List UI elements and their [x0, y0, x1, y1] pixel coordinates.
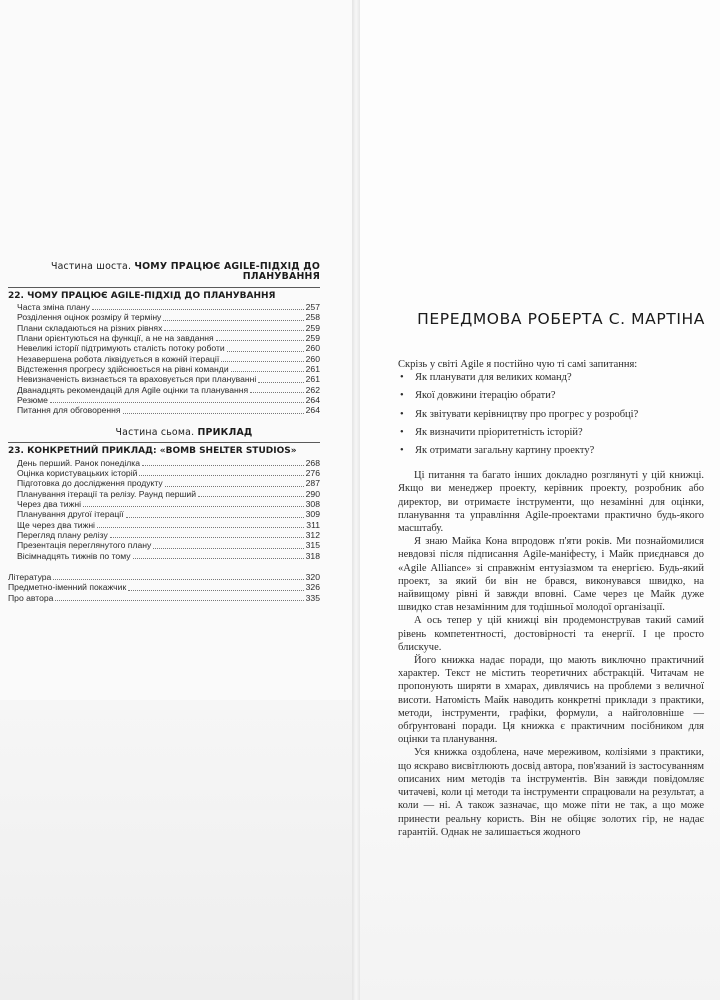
toc-entry[interactable]: [8, 312, 320, 322]
back-matter-entries: [8, 572, 320, 603]
chapter-22-title: 22. ЧОМУ ПРАЦЮЄ AGILE-ПІДХІД ДО ПЛАНУВАННЯ: [8, 290, 276, 301]
toc-entry-title: Через два тижні: [17, 498, 81, 509]
toc-entry[interactable]: [8, 551, 320, 561]
toc-entry-page: 260: [305, 343, 320, 354]
foreword-body: [398, 358, 704, 839]
toc-entry[interactable]: [8, 572, 320, 582]
toc-entry[interactable]: [8, 593, 320, 603]
toc-leader-dots: [128, 590, 303, 591]
part-seven-rule: [8, 442, 320, 443]
toc-entry[interactable]: [8, 385, 320, 395]
toc-entry[interactable]: [8, 395, 320, 405]
toc-leader-dots: [83, 506, 304, 507]
list-item: [398, 371, 704, 384]
list-item: [398, 389, 704, 402]
foreword-paragraph: Я знаю Майка Кона впродовж п'яти років. Ми познайомилися невдовзі після підписання Agile-маніфесту, і Майк приєднався до «Agile Alliance» зі справжнім ентузіазмом та енергією. Будь-який проект, за який би він не брався, виконувався швидко, на найвищому рівні й завжди вповні. Саме через це Майк дуже швидко став незамінним для тодішньої молодої організації.: [398, 536, 704, 614]
table-of-contents: [8, 262, 320, 603]
bullet-icon: •: [400, 445, 404, 457]
part-seven-title: ПРИКЛАД: [197, 426, 253, 438]
toc-leader-dots: [258, 382, 303, 383]
toc-entry[interactable]: [8, 582, 320, 592]
question-list: [398, 371, 704, 457]
toc-entry[interactable]: [8, 458, 320, 468]
toc-entry-page: 264: [305, 405, 320, 416]
foreword-paragraph: Уся книжка оздоблена, наче мереживом, колізіями з практики, що яскраво висвітлюють досвід автора, пов'язаний із застосуванням описаних ним методів та інструментів. Він завжди повідомляє читачеві, коли ці методи та інструменти спрацювали на результат, а коли — ні. А також зазначає, що може піти не так, а що може принести реальну користь. Він не обіцяє золотих гір, не надає гарантій. Однак не залишається жодного: [398, 747, 704, 838]
toc-entry-title: Планування другої ітерації: [17, 509, 124, 520]
toc-leader-dots: [97, 527, 304, 528]
book-gutter: [352, 0, 360, 1000]
toc-entry-page: 262: [305, 384, 320, 395]
toc-entry-title: Плани орієнтуються на функції, а не на завдання: [17, 333, 214, 344]
toc-entry[interactable]: [8, 323, 320, 333]
toc-entry-page: 287: [305, 478, 320, 489]
toc-entry-title: Вісімнадцять тижнів по тому: [17, 550, 131, 561]
toc-entry[interactable]: [8, 540, 320, 550]
toc-entry-title: Перегляд плану релізу: [17, 529, 108, 540]
toc-entry[interactable]: [8, 343, 320, 353]
toc-entry-title: Дванадцять рекомендацій для Agile оцінки та планування: [17, 384, 249, 395]
toc-entry[interactable]: [8, 302, 320, 312]
toc-entry[interactable]: [8, 530, 320, 540]
toc-entry-title: Планування ітерації та релізу. Раунд перший: [17, 488, 197, 499]
foreword-title: ПЕРЕДМОВА РОБЕРТА С. МАРТІНА: [417, 310, 705, 328]
toc-entry-title: Незавершена робота ліквідується в кожній ітерації: [17, 353, 220, 364]
toc-entry-page: 264: [305, 395, 320, 406]
toc-entry-page: 315: [305, 540, 320, 551]
toc-entry-page: 318: [305, 550, 320, 561]
toc-entry-page: 261: [305, 374, 320, 385]
toc-entry-title: Відстеження прогресу здійснюється на рівні команди: [17, 364, 229, 375]
toc-leader-dots: [133, 558, 304, 559]
part-six-rule: [8, 287, 320, 288]
toc-entry-page: 261: [305, 364, 320, 375]
question-text: Як звітувати керівництву про прогрес у розробці?: [415, 408, 639, 420]
toc-entry[interactable]: [8, 364, 320, 374]
toc-entry-page: 260: [305, 353, 320, 364]
toc-leader-dots: [53, 579, 303, 580]
toc-entry[interactable]: [8, 333, 320, 343]
foreword-lead: Скрізь у світі Agile я постійно чую ті самі запитання:: [398, 359, 638, 370]
toc-leader-dots: [153, 548, 303, 549]
toc-leader-dots: [227, 351, 304, 352]
bullet-icon: •: [400, 408, 404, 420]
part-six-heading: [8, 262, 320, 283]
list-item: [398, 408, 704, 421]
toc-entry-title: День перший. Ранок понеділка: [17, 457, 141, 468]
part-six-prefix: Частина шоста.: [50, 261, 132, 272]
toc-leader-dots: [221, 361, 303, 362]
toc-entry[interactable]: [8, 468, 320, 478]
toc-leader-dots: [142, 465, 304, 466]
toc-entry[interactable]: [8, 499, 320, 509]
toc-leader-dots: [231, 371, 304, 372]
foreword-paragraph: Його книжка надає поради, що мають виключно практичний характер. Текст не містить теоретичних абстракцій. Читачам не пропонують ширяти в хмарах, дивлячись на проблеми з величної висоти. Натомість Майк наводить конкретні приклади з практики, методи, інструменти, графіки, формули, а найголовніше — обґрунтовані поради. Ця книжка є практичним посібником для оцінки та планування.: [398, 655, 704, 746]
toc-entry-page: 312: [305, 529, 320, 540]
part-seven-heading: [8, 428, 320, 438]
toc-entry[interactable]: [8, 354, 320, 364]
toc-entry-page: 259: [305, 322, 320, 333]
list-item: [398, 444, 704, 457]
left-page-shadow: [0, 700, 355, 1000]
toc-leader-dots: [55, 600, 303, 601]
toc-entry-title: Про автора: [8, 592, 54, 603]
toc-entry-page: 335: [305, 592, 320, 603]
toc-leader-dots: [198, 496, 304, 497]
toc-entry-page: 268: [305, 457, 320, 468]
toc-entry-page: 309: [305, 509, 320, 520]
toc-entry[interactable]: [8, 374, 320, 384]
bullet-icon: •: [400, 372, 404, 384]
toc-entry-title: Розділення оцінок розміру й терміну: [17, 312, 162, 323]
toc-entry-page: 326: [305, 582, 320, 593]
toc-leader-dots: [164, 330, 303, 331]
toc-leader-dots: [110, 537, 304, 538]
toc-entry-title: Література: [8, 571, 52, 582]
toc-entry-title: Оцінка користувацьких історій: [17, 467, 138, 478]
toc-entry[interactable]: [8, 489, 320, 499]
toc-leader-dots: [92, 309, 304, 310]
toc-entry[interactable]: [8, 520, 320, 530]
toc-entry-title: Часта зміна плану: [17, 302, 90, 313]
question-text: Як отримати загальну картину проекту?: [415, 445, 595, 457]
toc-entry-page: 276: [305, 467, 320, 478]
chapter-22-entries: [8, 302, 320, 416]
toc-leader-dots: [216, 340, 304, 341]
toc-entry-title: Презентація переглянутого плану: [17, 540, 152, 551]
bullet-icon: •: [400, 426, 404, 438]
toc-entry-title: Невизначеність визнається та враховується при плануванні: [17, 374, 257, 385]
question-text: Якої довжини ітерацію обрати?: [415, 390, 556, 402]
chapter-23-entries: [8, 458, 320, 561]
toc-entry[interactable]: [8, 478, 320, 488]
toc-entry[interactable]: [8, 405, 320, 415]
toc-leader-dots: [165, 486, 304, 487]
part-seven-prefix: Частина сьома.: [115, 426, 195, 438]
question-text: Як планувати для великих команд?: [415, 372, 572, 384]
toc-leader-dots: [50, 402, 304, 403]
toc-leader-dots: [163, 320, 303, 321]
list-item: [398, 426, 704, 439]
spacer: [8, 561, 320, 572]
part-six-title: ЧОМУ ПРАЦЮЄ AGILE-ПІДХІД ДО ПЛАНУВАННЯ: [134, 261, 320, 283]
toc-entry-title: Підготовка до дослідження продукту: [17, 478, 163, 489]
toc-leader-dots: [123, 413, 304, 414]
question-text: Як визначити пріоритетність історій?: [415, 426, 583, 438]
foreword-paragraph: Ці питання та багато інших докладно розглянуті у цій книжці. Якщо ви менеджер проекту, керівник проекту, розробник або директор, ви отримаєте інструменти, що незамінні для оцінки, планування та управління Agile-проектами практично будь-якого масштабу.: [398, 470, 704, 535]
toc-entry-page: 258: [305, 312, 320, 323]
toc-entry-title: Питання для обговорення: [17, 405, 121, 416]
toc-entry[interactable]: [8, 509, 320, 519]
toc-leader-dots: [126, 517, 304, 518]
bullet-icon: •: [400, 390, 404, 402]
toc-entry-title: Предметно-іменний покажчик: [8, 582, 127, 593]
toc-entry-page: 259: [305, 333, 320, 344]
toc-entry-page: 257: [305, 302, 320, 313]
toc-entry-page: 311: [306, 519, 320, 530]
chapter-23-title: 23. КОНКРЕТНИЙ ПРИКЛАД: «BOMB SHELTER STUDIOS»: [8, 446, 297, 457]
toc-entry-page: 290: [305, 488, 320, 499]
toc-entry-title: Невеликі історії підтримують сталість потоку роботи: [17, 343, 225, 354]
foreword-paragraph: А ось тепер у цій книжці він продемонстрував такий самий рівень компетентності, достовірності та енергії. І це просто блискуче.: [398, 615, 704, 653]
toc-leader-dots: [139, 475, 303, 476]
toc-entry-page: 320: [305, 571, 320, 582]
toc-entry-title: Резюме: [17, 395, 48, 406]
toc-leader-dots: [250, 392, 303, 393]
toc-entry-page: 308: [305, 498, 320, 509]
toc-entry-title: Ще через два тижні: [17, 519, 95, 530]
toc-entry-title: Плани складаються на різних рівнях: [17, 322, 163, 333]
